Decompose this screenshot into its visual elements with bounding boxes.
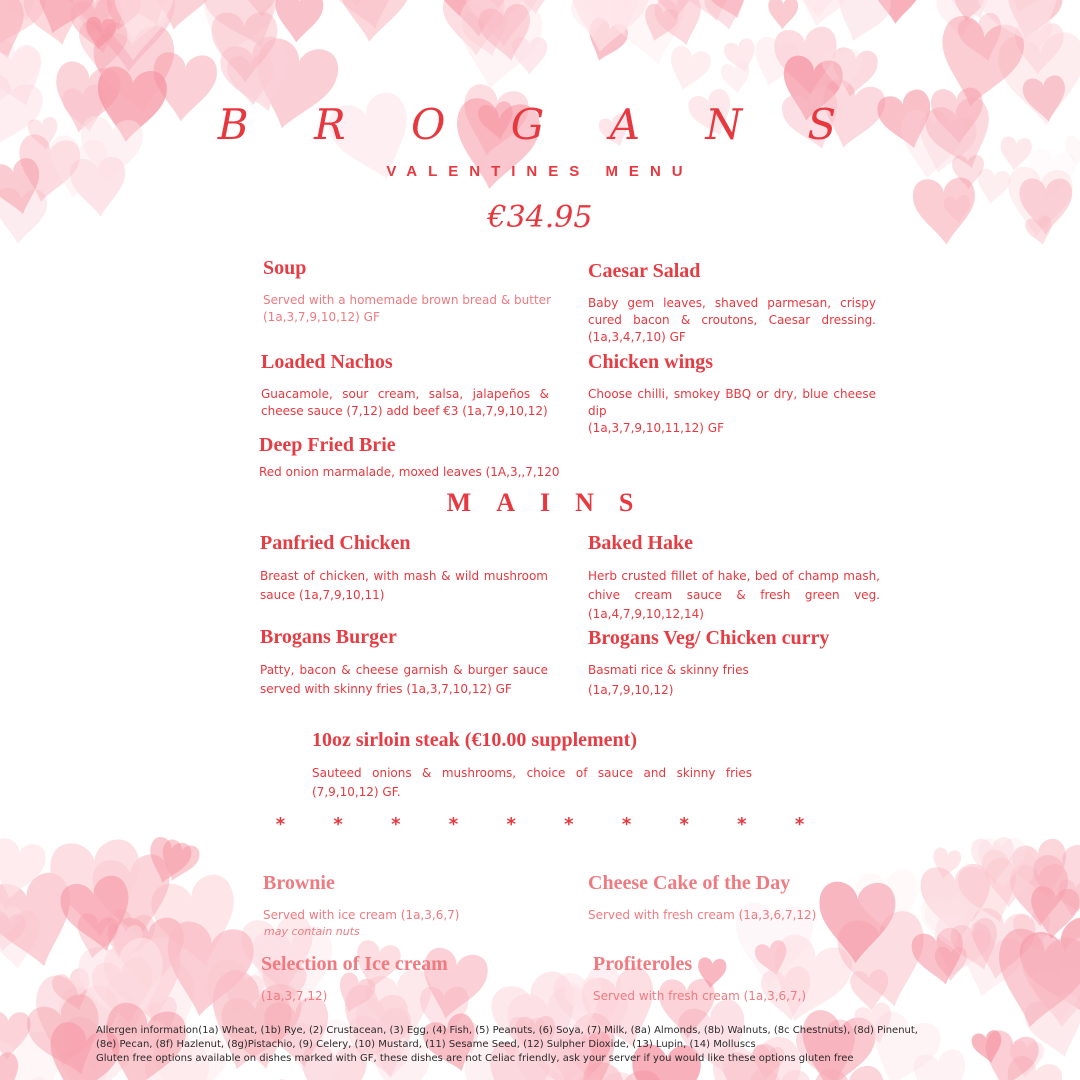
allergen-line-2: (8e) Pecan, (8f) Hazlenut, (8g)Pistachio, (9) Celery, (10) Mustard, (11) Sesame Seed, (12) Sulpher Dioxide, (13) Lupin, (14) Molluscs bbox=[96, 1039, 756, 1050]
brand-title: B R O G A N S bbox=[217, 100, 863, 149]
star-separator: * * * * * * * * * * bbox=[275, 814, 826, 835]
allergen-info bbox=[96, 1024, 1036, 1066]
allergen-line-1: Allergen information(1a) Wheat, (1b) Rye, (2) Crustacean, (3) Egg, (4) Fish, (5) Peanuts, (6) Soya, (7) Milk, (8a) Almonds, (8b) Walnuts, (8c Chestnuts), (8d) Pinenut, bbox=[96, 1025, 918, 1036]
dessert-brownie-name: Brownie bbox=[263, 872, 335, 894]
heart-decoration bbox=[272, 0, 324, 45]
starter-soup-desc: Served with a homemade brown bread & butter (1a,3,7,9,10,12) GF bbox=[263, 293, 551, 324]
allergen-line-3: Gluten free options available on dishes marked with GF, these dishes are not Celiac friendly, ask your server if you would like these options gluten free bbox=[96, 1053, 854, 1064]
starter-wings-allergens: (1a,3,7,9,10,11,12) GF bbox=[588, 421, 724, 435]
starter-wings-name: Chicken wings bbox=[588, 351, 714, 373]
main-curry-desc: Basmati rice & skinny fries bbox=[588, 663, 749, 677]
starter-brie-name: Deep Fried Brie bbox=[259, 434, 396, 456]
dessert-brownie-desc: Served with ice cream (1a,3,6,7) bbox=[263, 908, 460, 922]
dessert-icecream-name: Selection of Ice cream bbox=[261, 953, 448, 975]
dessert-brownie-note: may contain nuts bbox=[264, 925, 360, 938]
starter-brie-desc: Red onion marmalade, moxed leaves (1A,3,,7,120 bbox=[259, 465, 560, 479]
main-chicken-name: Panfried Chicken bbox=[260, 532, 411, 554]
heart-decoration bbox=[663, 44, 713, 96]
main-burger-name: Brogans Burger bbox=[260, 626, 397, 648]
main-steak-name: 10oz sirloin steak (€10.00 supplement) bbox=[312, 729, 637, 751]
starter-nachos-desc: Guacamole, sour cream, salsa, jalapeños & cheese sauce (7,12) add beef €3 (1a,7,9,10,12) bbox=[261, 387, 549, 418]
dessert-profiteroles-desc: Served with fresh cream (1a,3,6,7,) bbox=[593, 989, 807, 1003]
starter-caesar-name: Caesar Salad bbox=[588, 260, 701, 282]
main-curry-name: Brogans Veg/ Chicken curry bbox=[588, 627, 830, 649]
starter-nachos-name: Loaded Nachos bbox=[261, 351, 393, 373]
main-chicken-desc: Breast of chicken, with mash & wild mushroom sauce (1a,7,9,10,11) bbox=[260, 569, 548, 602]
menu-subtitle: VALENTINES MENU bbox=[386, 163, 694, 180]
dessert-profiteroles-name: Profiteroles bbox=[593, 953, 693, 975]
main-hake-name: Baked Hake bbox=[588, 532, 694, 554]
dessert-cheesecake-desc: Served with fresh cream (1a,3,6,7,12) bbox=[588, 908, 817, 922]
main-burger-desc: Patty, bacon & cheese garnish & burger sauce served with skinny fries (1a,3,7,10,12) GF bbox=[260, 663, 548, 696]
starter-wings-desc: Choose chilli, smokey BBQ or dry, blue cheese dip bbox=[588, 387, 876, 418]
starter-soup-name: Soup bbox=[263, 257, 307, 279]
main-steak-desc: Sauteed onions & mushrooms, choice of sauce and skinny fries (7,9,10,12) GF. bbox=[312, 766, 752, 799]
starter-caesar-desc: Baby gem leaves, shaved parmesan, crispy cured bacon & croutons, Caesar dressing. (1a,3,4,7,10) GF bbox=[588, 296, 876, 344]
dessert-icecream-desc: (1a,3,7,12) bbox=[261, 989, 328, 1003]
main-hake-desc: Herb crusted fillet of hake, bed of champ mash, chive cream sauce & fresh green veg. (1a,4,7,9,10,12,14) bbox=[588, 569, 880, 621]
dessert-cheesecake-name: Cheese Cake of the Day bbox=[588, 872, 791, 894]
mains-heading: MAINS bbox=[446, 488, 659, 517]
main-curry-allergens: (1a,7,9,10,12) bbox=[588, 683, 674, 697]
heart-decoration bbox=[767, 0, 798, 30]
menu-price: €34.95 bbox=[487, 200, 593, 235]
